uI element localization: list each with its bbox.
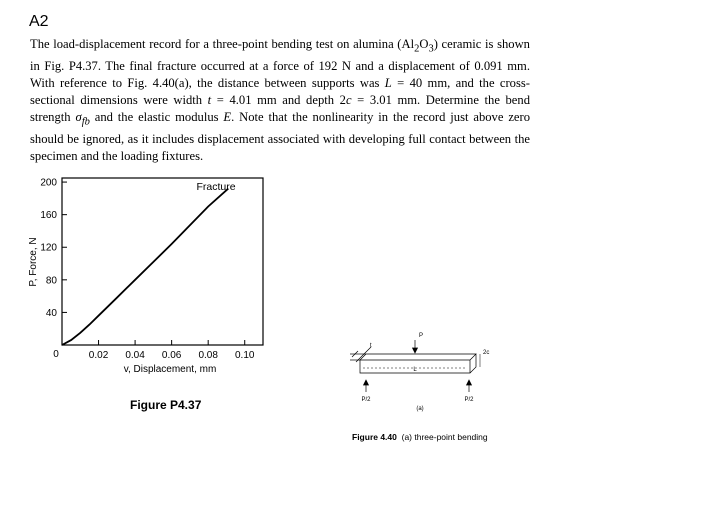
x-tick-label: 0.02: [88, 350, 109, 361]
y-axis-label: P, Force, N: [28, 237, 39, 287]
x-tick-label: 0.08: [198, 350, 218, 361]
span-label: L: [413, 367, 417, 373]
right-reaction-label: P/2: [464, 397, 474, 403]
origin-label: 0: [53, 349, 59, 360]
load-displacement-chart: [28, 178, 263, 375]
problem-statement: The load-displacement record for a three-point bending test on alumina $(Al_2O_3)$ ceramic is shown in Fig. P4.37. The final fracture occurred at a force of 192 N and a displacement of 0.091 mm. With reference to Fig. 4.40(a), the distance between supports was L = 40 mm, and the cross-sectional dimensions were width t = 4.01 mm and depth 2c = 3.01 mm. Determine the bend strength $\sigma_{fb}$ and the elastic modulus E. Note that the nonlinearity in the record just above zero should be ignored, as it includes displacement associated with developing full contact between the specimen and the loading fixtures.: [30, 37, 530, 164]
fracture-annotation: Fracture: [196, 181, 236, 193]
problem-number: A2: [29, 13, 49, 30]
x-axis-label: v, Displacement, mm: [123, 364, 217, 375]
x-tick-label: 0.10: [234, 350, 255, 361]
y-tick-label: 80: [45, 275, 57, 287]
x-tick-label: 0.04: [125, 350, 145, 361]
plot-frame: [62, 178, 263, 345]
y-tick-label: 160: [40, 210, 57, 222]
left-reaction-label: P/2: [361, 397, 371, 403]
depth-label: 2c: [483, 350, 490, 356]
y-tick-label: 120: [40, 242, 57, 254]
part-label: (a): [416, 406, 424, 412]
x-tick-label: 0.06: [161, 350, 182, 361]
load-label: P: [419, 333, 424, 339]
figure-p437-caption: Figure P4.37: [130, 398, 202, 412]
y-tick-label: 200: [40, 177, 57, 189]
beam-specimen: [360, 354, 476, 373]
width-label: t: [370, 343, 372, 349]
data-series-line: [62, 189, 228, 345]
figure-440-caption: Figure 4.40 (a) three-point bending: [352, 432, 488, 442]
y-tick-label: 40: [45, 307, 57, 319]
